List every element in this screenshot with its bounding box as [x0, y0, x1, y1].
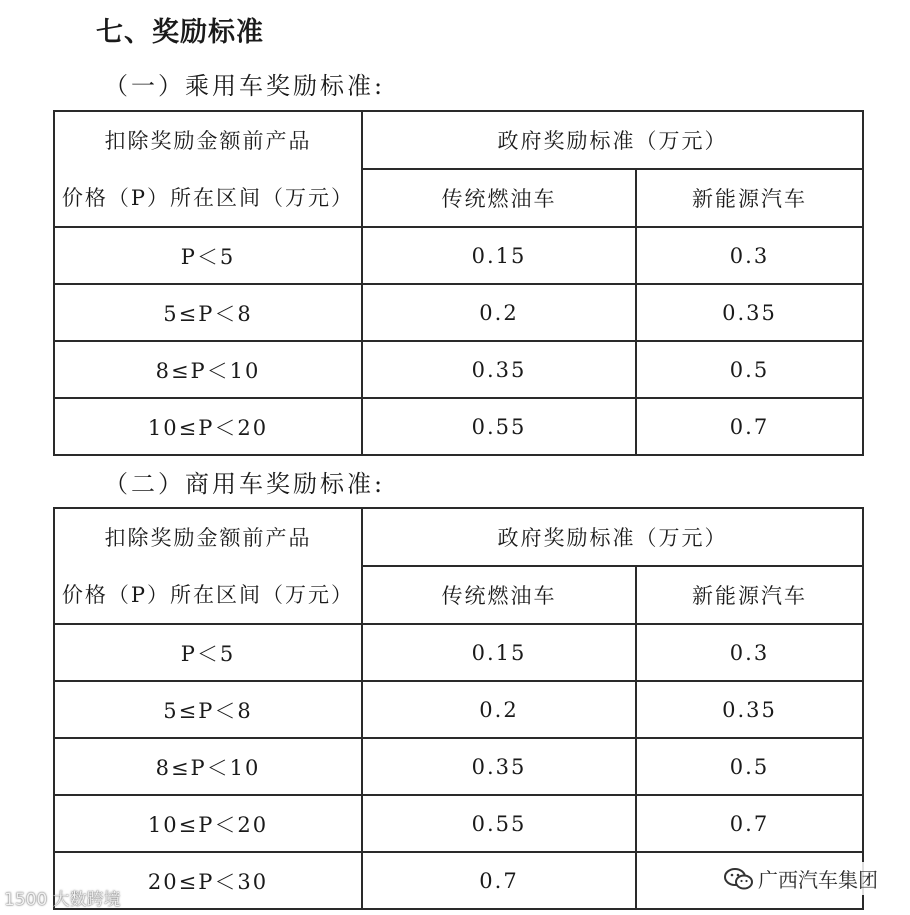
price-range-cell: 8≤P＜10	[54, 738, 362, 795]
price-range-cell: 5≤P＜8	[54, 681, 362, 738]
nev-reward-cell: 0.7	[636, 795, 863, 852]
table-row	[54, 284, 863, 341]
nev-reward-cell: 0.35	[636, 681, 863, 738]
table-row	[54, 341, 863, 398]
commercial-reward-table	[53, 507, 864, 910]
header-government-reward: 政府奖励标准（万元）	[362, 111, 863, 169]
nev-reward-cell: 0.7	[636, 398, 863, 455]
price-range-cell: 10≤P＜20	[54, 398, 362, 455]
nev-reward-cell: 0.3	[636, 624, 863, 681]
header-price-range	[54, 111, 362, 227]
watermark-right	[720, 862, 882, 895]
watermark-left: 1500 大数跨境	[4, 890, 121, 910]
table-row	[54, 795, 863, 852]
fuel-reward-cell: 0.15	[362, 227, 636, 284]
fuel-reward-cell: 0.35	[362, 341, 636, 398]
price-range-cell: P＜5	[54, 227, 362, 284]
table-row	[54, 227, 863, 284]
header-price-range-line2: 价格（P）所在区间（万元）	[61, 186, 355, 210]
header-price-range	[54, 508, 362, 624]
fuel-reward-cell: 0.15	[362, 624, 636, 681]
header-traditional-fuel: 传统燃油车	[362, 566, 636, 624]
price-range-cell: 8≤P＜10	[54, 341, 362, 398]
page-heading: 七、奖励标准	[96, 17, 264, 48]
table-row	[54, 398, 863, 455]
header-price-range-line1: 扣除奖励金额前产品	[104, 129, 312, 153]
fuel-reward-cell: 0.2	[362, 284, 636, 341]
passenger-reward-table	[53, 110, 864, 456]
fuel-reward-cell: 0.7	[362, 852, 636, 909]
fuel-reward-cell: 0.55	[362, 795, 636, 852]
header-traditional-fuel: 传统燃油车	[362, 169, 636, 227]
price-range-cell: P＜5	[54, 624, 362, 681]
price-range-cell: 20≤P＜30	[54, 852, 362, 909]
nev-reward-cell: 0.5	[636, 341, 863, 398]
section-title-passenger: （一）乘用车奖励标准:	[104, 72, 386, 100]
fuel-reward-cell: 0.35	[362, 738, 636, 795]
header-new-energy: 新能源汽车	[636, 169, 863, 227]
header-new-energy: 新能源汽车	[636, 566, 863, 624]
nev-reward-cell: 0.35	[636, 284, 863, 341]
fuel-reward-cell: 0.55	[362, 398, 636, 455]
nev-reward-cell: 0.5	[636, 738, 863, 795]
header-price-range-line2: 价格（P）所在区间（万元）	[61, 583, 355, 607]
table-row	[54, 681, 863, 738]
table-row	[54, 624, 863, 681]
header-government-reward: 政府奖励标准（万元）	[362, 508, 863, 566]
table-row	[54, 738, 863, 795]
nev-reward-cell: 0.3	[636, 227, 863, 284]
watermark-right-text: 广西汽车集团	[758, 868, 878, 892]
section-title-commercial: （二）商用车奖励标准:	[104, 470, 386, 498]
price-range-cell: 10≤P＜20	[54, 795, 362, 852]
price-range-cell: 5≤P＜8	[54, 284, 362, 341]
header-price-range-line1: 扣除奖励金额前产品	[104, 526, 312, 550]
wechat-icon	[724, 867, 754, 891]
fuel-reward-cell: 0.2	[362, 681, 636, 738]
